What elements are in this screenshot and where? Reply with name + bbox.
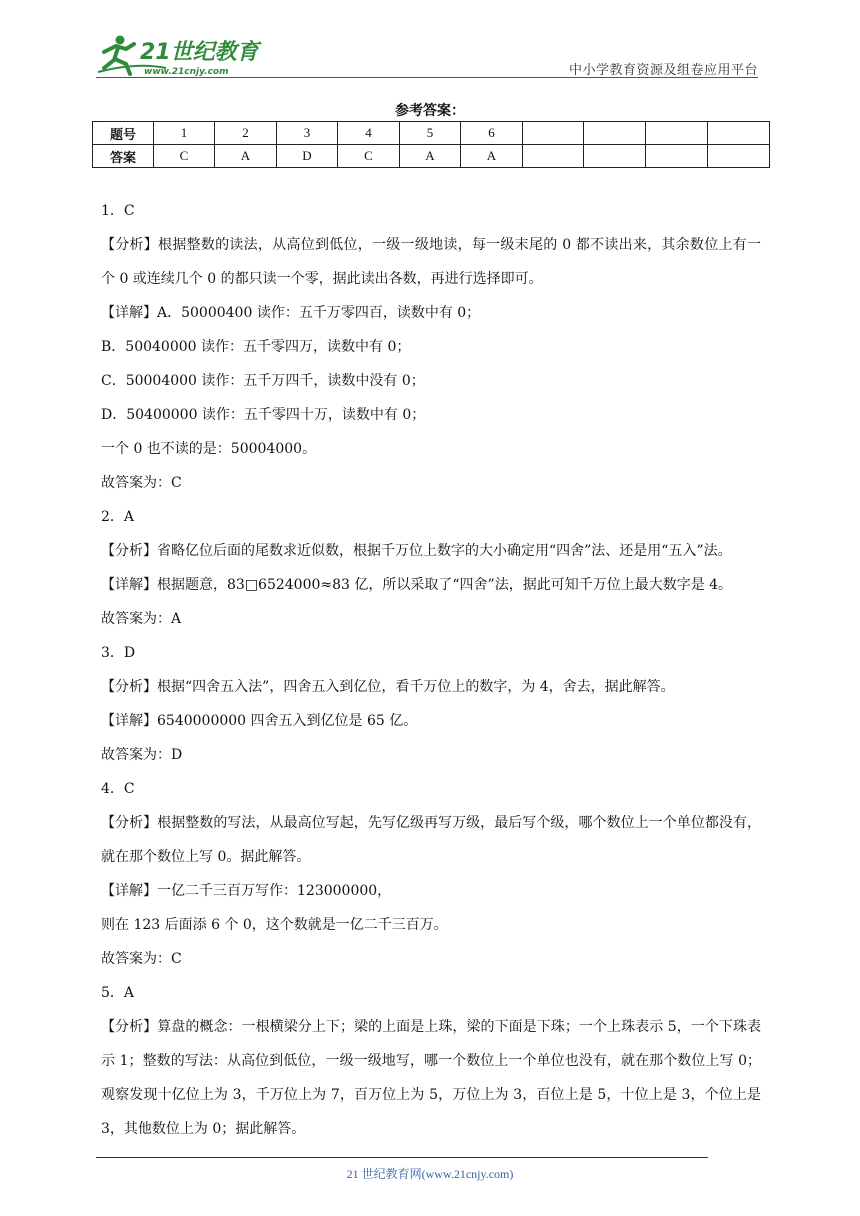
detail-text: 【详解】A．50000400 读作：五千万零四百，读数中有 0；: [101, 305, 481, 321]
table-row-answers: [93, 145, 770, 168]
detail-text: 【详解】根据题意，83□6524000≈83 亿，所以采取了“四舍”法，据此可知千万位上最大数字是 4。: [101, 577, 733, 593]
answer-table: [92, 121, 770, 168]
table-cell: A: [215, 145, 277, 168]
table-cell: 6: [461, 122, 523, 145]
table-cell: [584, 122, 646, 145]
analysis-text: 【分析】根据整数的写法，从最高位写起，先写亿级再写万级，最后写个级，哪个数位上一个单位都没有，就在那个数位上写 0。据此解答。: [101, 815, 761, 865]
table-cell: [646, 122, 708, 145]
platform-name: 中小学教育资源及组卷应用平台: [568, 63, 758, 78]
final-answer: 故答案为：C: [101, 951, 182, 967]
detail-text: 【详解】6540000000 四舍五入到亿位是 65 亿。: [101, 713, 418, 729]
final-answer: 故答案为：D: [101, 747, 183, 763]
analysis-text: 【分析】算盘的概念：一根横梁分上下；梁的上面是上珠，梁的下面是下珠；一个上珠表示 5，一个下珠表示 1；整数的写法：从高位到低位，一级一级地写，哪一个数位上一个单位也没有，就在那个数位上写 0；观察发现十亿位上为 3，千万位上为 7，百万位上为 5，万位上为 3，百位上是 5，十位上是 3，个位上是 3，其他数位上为 0；据此解答。: [101, 1019, 761, 1137]
solution-content: [101, 194, 761, 1146]
question-number: 2．A: [101, 509, 135, 525]
row-label-answer: 答案: [93, 145, 154, 168]
detail-text: B．50040000 读作：五千零四万，读数中有 0；: [101, 339, 411, 355]
question-number: 5．A: [101, 985, 135, 1001]
footer-divider: [96, 1157, 708, 1158]
final-answer: 故答案为：C: [101, 475, 182, 491]
table-cell: [708, 145, 770, 168]
table-cell: C: [338, 145, 400, 168]
detail-text: C．50004000 读作：五千万四千，读数中没有 0；: [101, 373, 425, 389]
question-number: 3．D: [101, 645, 136, 661]
detail-text: 一个 0 也不读的是：50004000。: [101, 441, 317, 457]
table-cell: [646, 145, 708, 168]
detail-text: D．50400000 读作：五千零四十万，读数中有 0；: [101, 407, 426, 423]
detail-text: 则在 123 后面添 6 个 0，这个数就是一亿二千三百万。: [101, 917, 448, 933]
analysis-text: 【分析】根据整数的读法，从高位到低位，一级一级地读，每一级末尾的 0 都不读出来，其余数位上有一个 0 或连续几个 0 的都只读一个零，据此读出各数，再进行选择即可。: [101, 237, 761, 287]
table-cell: A: [461, 145, 523, 168]
table-cell: 3: [277, 122, 338, 145]
table-cell: 5: [400, 122, 461, 145]
table-cell: D: [277, 145, 338, 168]
table-cell: 4: [338, 122, 400, 145]
table-cell: [523, 145, 584, 168]
row-label-number: 题号: [93, 122, 154, 145]
site-logo: [96, 32, 266, 78]
runner-logo-icon: [96, 32, 266, 78]
table-cell: [708, 122, 770, 145]
table-cell: A: [400, 145, 461, 168]
logo-url: www.21cnjy.com: [144, 67, 229, 77]
question-number: 4．C: [101, 781, 135, 797]
table-cell: [523, 122, 584, 145]
answer-title: 参考答案：: [395, 103, 465, 119]
table-cell: 1: [154, 122, 215, 145]
page-header: [96, 30, 758, 82]
table-cell: C: [154, 145, 215, 168]
detail-text: 【详解】一亿二千三百万写作：123000000，: [101, 883, 392, 899]
table-cell: [584, 145, 646, 168]
header-divider: [96, 77, 758, 78]
question-number: 1．C: [101, 203, 135, 219]
logo-text: 21世纪教育: [140, 40, 259, 65]
table-row-numbers: [93, 122, 770, 145]
final-answer: 故答案为：A: [101, 611, 182, 627]
table-cell: 2: [215, 122, 277, 145]
analysis-text: 【分析】根据“四舍五入法”，四舍五入到亿位，看千万位上的数字，为 4，舍去，据此解答。: [101, 679, 675, 695]
analysis-text: 【分析】省略亿位后面的尾数求近似数，根据千万位上数字的大小确定用“四舍”法、还是用“五入”法。: [101, 543, 732, 559]
footer-text: 21 世纪教育网(www.21cnjy.com): [346, 1167, 514, 1181]
